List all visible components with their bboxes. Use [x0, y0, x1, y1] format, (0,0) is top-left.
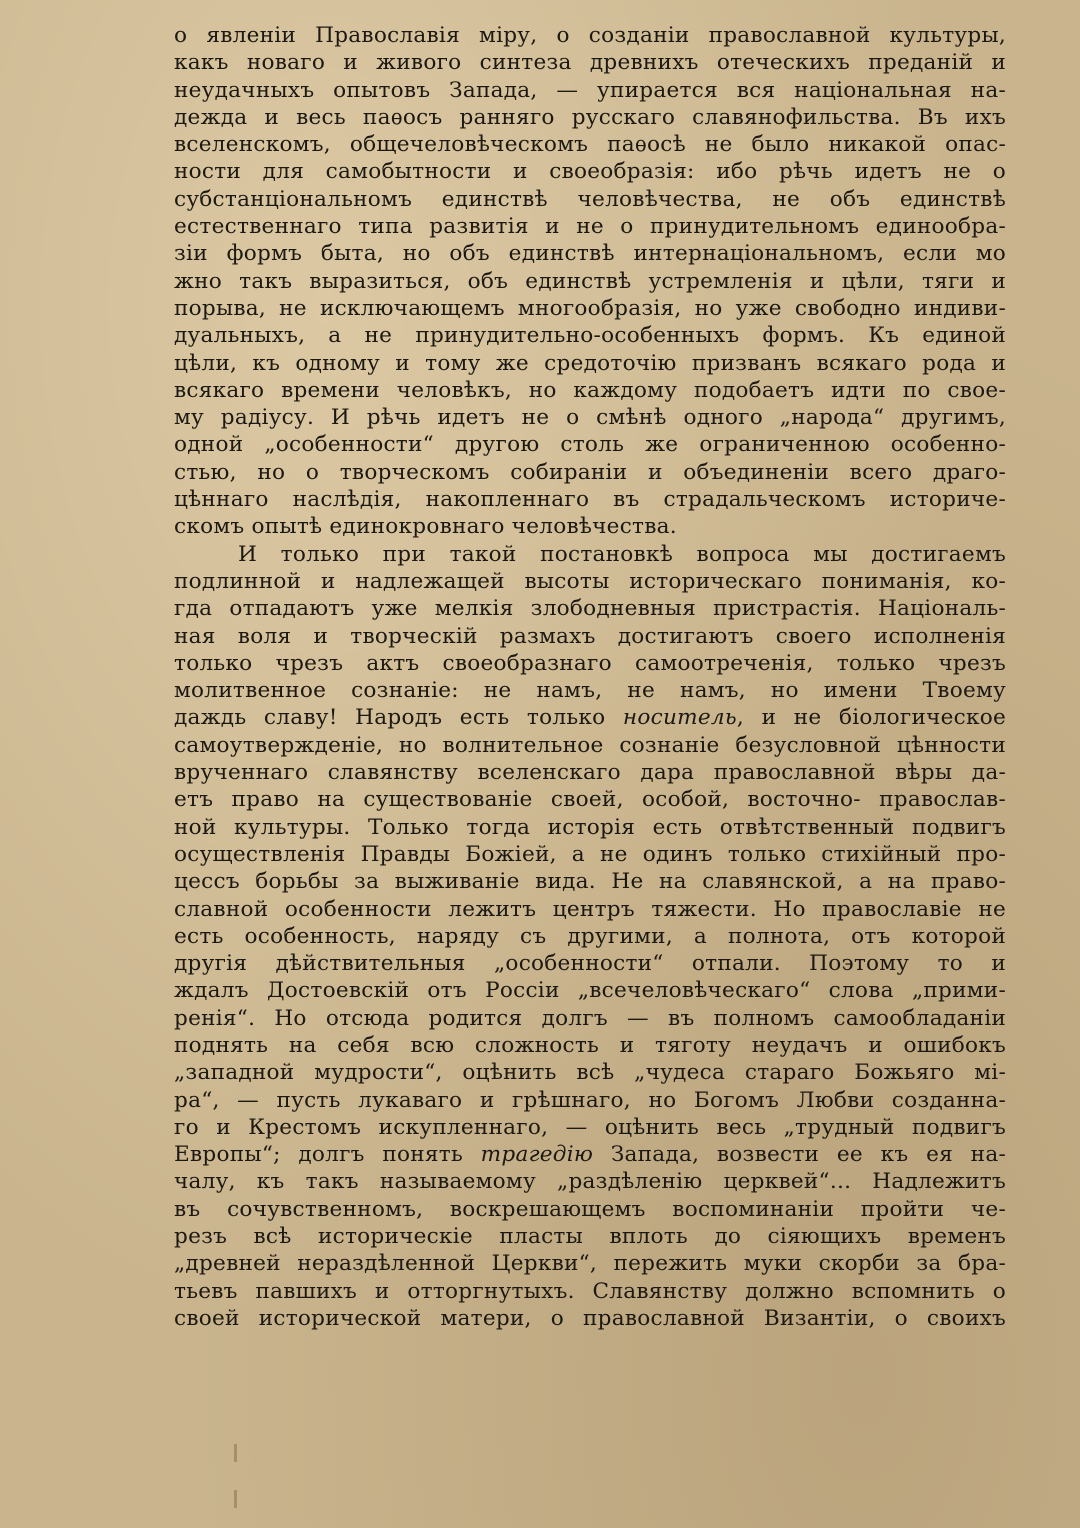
text-line: неудачныхъ опытовъ Запада, — упирается вся нацiональная на-	[174, 77, 1006, 103]
text-run: Европы“; долгъ понять	[174, 1142, 481, 1168]
text-line: врученнаго славянству вселенскаго дара православной вѣры да-	[174, 760, 1006, 786]
text-line: чалу, къ такъ называемому „раздѣленiю церквей“... Надлежитъ	[174, 1169, 1006, 1195]
text-line: цессъ борьбы за выживанiе вида. Не на славянской, а на право-	[174, 869, 1006, 895]
text-line: ности для самобытности и своеобразiя: ибо рѣчь идетъ не о	[174, 159, 1006, 185]
text-line: зiи формъ быта, но объ единствѣ интернацiональномъ, если мо	[174, 241, 1006, 267]
text-line: „древней нераздѣленной Церкви“, пережить муки скорби за бра-	[174, 1251, 1006, 1277]
text-line: о явленiи Православiя мiру, о созданiи православной культуры,	[174, 23, 1006, 48]
paragraph-1	[174, 22, 1006, 541]
italic-word: трагедiю	[480, 1142, 594, 1168]
text-line: ра“, — пусть лукаваго и грѣшнаго, но Богомъ Любви созданна-	[174, 1087, 1006, 1113]
text-line: тьевъ павшихъ и отторгнутыхъ. Славянству должно вспомнить о	[174, 1278, 1006, 1304]
italic-word: носитель	[622, 705, 737, 731]
text-line: субстанцiональномъ единствѣ человѣчества, не объ единствѣ	[174, 186, 1006, 212]
page-text	[174, 22, 1006, 1332]
text-line: въ сочувственномъ, воскрешающемъ воспоминанiи пройти че-	[174, 1196, 1006, 1222]
text-run: даждь славу! Народъ есть только	[174, 705, 623, 731]
text-line: своей исторической матери, о православной Византiи, о своихъ	[174, 1305, 1006, 1331]
text-line: ная воля и творческiй размахъ достигаютъ своего исполненiя	[174, 623, 1006, 649]
text-line: славной особенности лежитъ центръ тяжести. Но православiе не	[174, 896, 1006, 922]
text-line: самоутвержденiе, но волнительное сознанiе безусловной цѣнности	[174, 732, 1006, 758]
text-line: подлинной и надлежащей высоты историческаго пониманiя, ко-	[174, 568, 1006, 594]
text-line: есть особенность, наряду съ другими, а полнота, отъ которой	[174, 923, 1006, 949]
paper-blemish	[234, 1490, 237, 1508]
text-line: одной „особенности“ другою столь же ограниченною особенно-	[174, 432, 1006, 458]
text-line: ждалъ Достоевскiй отъ Россiи „всечеловѣческаго“ слова „прими-	[174, 978, 1006, 1004]
text-line: стью, но о творческомъ собиранiи и объединенiи всего драго-	[174, 459, 1006, 485]
text-line: осуществленiя Правды Божiей, а не одинъ только стихiйный про-	[174, 841, 1006, 867]
text-line-with-italic	[174, 704, 1006, 731]
text-line: порыва, не исключающемъ многообразiя, но уже свободно индиви-	[174, 295, 1006, 321]
text-line: дежда и весь паѳосъ ранняго русскаго славянофильства. Въ ихъ	[174, 104, 1006, 130]
text-line: дуальныхъ, а не принудительно-особенныхъ формъ. Къ единой	[174, 323, 1006, 349]
text-line: только чрезъ актъ своеобразнаго самоотреченiя, только чрезъ	[174, 650, 1006, 676]
text-run: Запада, возвести ее къ ея на-	[593, 1142, 1006, 1168]
text-line: вселенскомъ, общечеловѣческомъ паѳосѣ не было никакой опас-	[174, 132, 1006, 158]
text-line: всякаго времени человѣкъ, но каждому подобаетъ идти по свое-	[174, 377, 1006, 403]
text-line: молитвенное сознанiе: не намъ, не намъ, но имени Твоему	[174, 678, 1006, 704]
text-line: цѣли, къ одному и тому же средоточiю призванъ всякаго рода и	[174, 350, 1006, 376]
text-line: какъ новаго и живого синтеза древнихъ отеческихъ преданiй и	[174, 50, 1006, 76]
paper-blemish	[234, 1444, 237, 1462]
text-line: жно такъ выразиться, объ единствѣ устремленiя и цѣли, тяги и	[174, 268, 1006, 294]
text-line: естественнаго типа развитiя и не о принудительномъ единообра-	[174, 214, 1006, 240]
text-line: ренiя“. Но отсюда родится долгъ — въ полномъ самообладанiи	[174, 1005, 1006, 1031]
text-line: го и Крестомъ искупленнаго, — оцѣнить весь „трудный подвигъ	[174, 1114, 1006, 1140]
text-line: му радiусу. И рѣчь идетъ не о смѣнѣ одного „народа“ другимъ,	[174, 405, 1006, 431]
text-line: И только при такой постановкѣ вопроса мы достигаемъ	[238, 541, 1006, 567]
text-line: гда отпадаютъ уже мелкiя злободневныя пристрастiя. Нацiональ-	[174, 596, 1006, 622]
text-line: скомъ опытѣ единокровнаго человѣчества.	[174, 514, 677, 540]
text-run: , и не бiологическое	[736, 705, 1007, 731]
text-line: етъ право на существованiе своей, особой, восточно- православ-	[174, 787, 1006, 813]
paragraph-2	[174, 541, 1006, 1333]
text-line: „западной мудрости“, оцѣнить всѣ „чудеса стараго Божьяго мi-	[174, 1060, 1006, 1086]
text-line: другiя дѣйствительныя „особенности“ отпали. Поэтому то и	[174, 951, 1006, 977]
text-line: резъ всѣ историческiе пласты вплоть до сiяющихъ временъ	[174, 1224, 1006, 1250]
text-line-with-italic	[174, 1141, 1006, 1168]
text-line: цѣннаго наслѣдiя, накопленнаго въ страдальческомъ историче-	[174, 487, 1006, 513]
text-line: ной культуры. Только тогда исторiя есть отвѣтственный подвигъ	[174, 814, 1006, 840]
text-line: поднять на себя всю сложность и тяготу неудачъ и ошибокъ	[174, 1032, 1006, 1058]
